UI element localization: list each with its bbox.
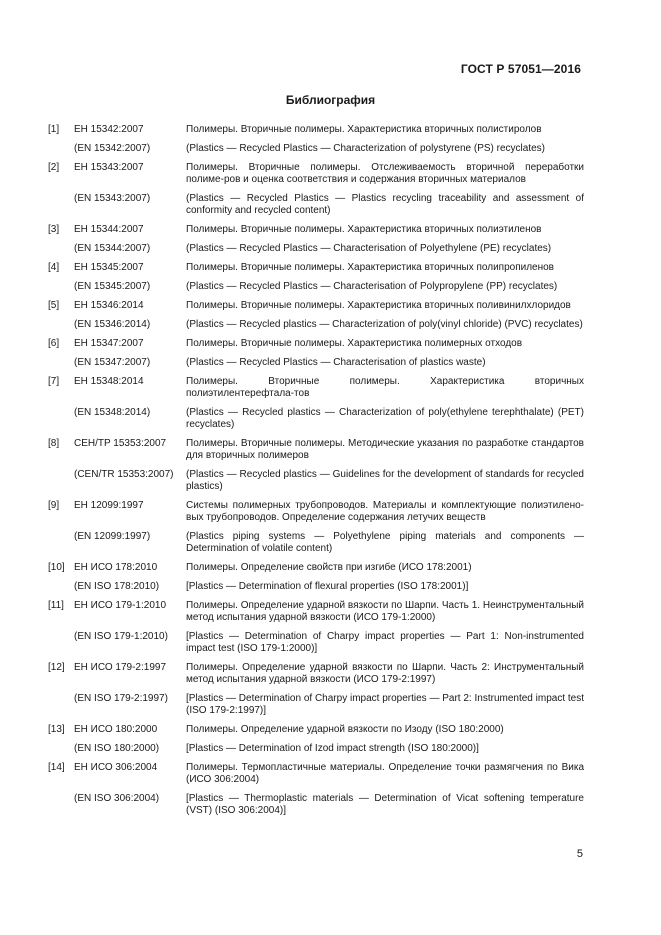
bibliography-entry bbox=[48, 243, 584, 255]
entry-standard-code: ЕН 15342:2007 bbox=[74, 124, 144, 135]
bibliography-entry bbox=[48, 662, 584, 686]
bibliography-list bbox=[48, 124, 584, 817]
bibliography-entry bbox=[48, 693, 584, 717]
entry-number: [1] bbox=[48, 124, 60, 135]
bibliography-entry bbox=[48, 762, 584, 786]
entry-standard-code: (EN 15345:2007) bbox=[74, 281, 151, 292]
bibliography-entry bbox=[48, 469, 584, 493]
bibliography-entry bbox=[48, 631, 584, 655]
entry-title: [Plastics — Thermoplastic materials — Determination of Vicat softening temperature (VST) (ISO 306:2004)] bbox=[186, 793, 584, 816]
entry-standard-code: ЕН 12099:1997 bbox=[74, 500, 144, 511]
bibliography-entry bbox=[48, 407, 584, 431]
bibliography-entry bbox=[48, 600, 584, 624]
bibliography-entry bbox=[48, 562, 584, 574]
entry-title: Полимеры. Определение ударной вязкости по Изоду (ISO 180:2000) bbox=[186, 724, 504, 735]
entry-title: (Plastics — Recycled Plastics — Characterization of polystyrene (PS) recyclates) bbox=[186, 143, 546, 154]
entry-title: Полимеры. Вторичные полимеры. Характеристика вторичных поливинилхлоридов bbox=[186, 300, 571, 311]
bibliography-entry bbox=[48, 281, 584, 293]
entry-title: (Plastics — Recycled Plastics — Plastics recycling traceability and assessment of conformity and recycled content) bbox=[186, 193, 584, 216]
standard-id-header: ГОСТ Р 57051—2016 bbox=[460, 62, 581, 76]
entry-standard-code: ЕН 15345:2007 bbox=[74, 262, 144, 273]
entry-title: Полимеры. Вторичные полимеры. Характеристика вторичных полиэтилентерефтала-тов bbox=[186, 376, 584, 399]
entry-title: [Plastics — Determination of Charpy impact properties — Part 2: Instrumented impact test (ISO 179-2:1997)] bbox=[186, 693, 584, 716]
entry-standard-code: (EN 15343:2007) bbox=[74, 193, 151, 204]
entry-standard-code: (EN ISO 178:2010) bbox=[74, 581, 160, 592]
bibliography-entry bbox=[48, 143, 584, 155]
entry-standard-code: (EN 15344:2007) bbox=[74, 243, 151, 254]
entry-title: Полимеры. Вторичные полимеры. Отслеживаемость вторичной переработки полиме-ров и оценка соответствия и содержания вторичных материалов bbox=[186, 162, 584, 185]
entry-title: [Plastics — Determination of Izod impact strength (ISO 180:2000)] bbox=[186, 743, 479, 754]
bibliography-entry bbox=[48, 376, 584, 400]
entry-number: [4] bbox=[48, 262, 60, 273]
bibliography-entry bbox=[48, 300, 584, 312]
bibliography-entry bbox=[48, 357, 584, 369]
entry-title: (Plastics — Recycled plastics — Characterization of poly(ethylene terephthalate) (PET) recyclates) bbox=[186, 407, 584, 430]
entry-standard-code: (EN 15342:2007) bbox=[74, 143, 151, 154]
bibliography-entry bbox=[48, 162, 584, 186]
entry-number: [11] bbox=[48, 600, 64, 611]
entry-title: (Plastics — Recycled Plastics — Characterisation of Polyethylene (PE) recyclates) bbox=[186, 243, 552, 254]
bibliography-entry bbox=[48, 743, 584, 755]
entry-number: [14] bbox=[48, 762, 65, 773]
entry-number: [10] bbox=[48, 562, 65, 573]
entry-standard-code: ЕН 15344:2007 bbox=[74, 224, 144, 235]
entry-title: Полимеры. Вторичные полимеры. Характеристика вторичных полиэтиленов bbox=[186, 224, 542, 235]
bibliography-entry bbox=[48, 262, 584, 274]
entry-title: Полимеры. Определение ударной вязкости по Шарпи. Часть 2: Инструментальный метод испытания ударной вязкости (ИСО 179-2:1997) bbox=[186, 662, 584, 685]
bibliography-heading: Библиография bbox=[285, 93, 376, 107]
page-number: 5 bbox=[576, 848, 583, 860]
entry-standard-code: (EN ISO 179-2:1997) bbox=[74, 693, 168, 704]
entry-title: Системы полимерных трубопроводов. Материалы и комплектующие полиэтилено-вых трубопроводов. Определение содержания летучих веществ bbox=[186, 500, 584, 523]
entry-title: Полимеры. Вторичные полимеры. Характеристика полимерных отходов bbox=[186, 338, 523, 349]
bibliography-entry bbox=[48, 193, 584, 217]
bibliography-entry bbox=[48, 224, 584, 236]
entry-title: [Plastics — Determination of flexural properties (ISO 178:2001)] bbox=[186, 581, 469, 592]
entry-standard-code: (EN 15346:2014) bbox=[74, 319, 151, 330]
bibliography-entry bbox=[48, 338, 584, 350]
entry-standard-code: ЕН 15343:2007 bbox=[74, 162, 144, 173]
entry-number: [5] bbox=[48, 300, 60, 311]
entry-title: (Plastics — Recycled Plastics — Characterisation of Polypropylene (PP) recyclates) bbox=[186, 281, 558, 292]
entry-title: Полимеры. Вторичные полимеры. Методические указания по разработке стандартов для вторичных полимеров bbox=[186, 438, 584, 461]
entry-standard-code: ЕН ИСО 306:2004 bbox=[74, 762, 158, 773]
bibliography-entry bbox=[48, 319, 584, 331]
entry-standard-code: ЕН ИСО 178:2010 bbox=[74, 562, 158, 573]
entry-title: (Plastics — Recycled plastics — Characterization of poly(vinyl chloride) (PVC) recyclates) bbox=[186, 319, 583, 330]
entry-number: [9] bbox=[48, 500, 60, 511]
entry-number: [2] bbox=[48, 162, 60, 173]
entry-title: Полимеры. Вторичные полимеры. Характеристика вторичных полистиролов bbox=[186, 124, 542, 135]
bibliography-entry bbox=[48, 793, 584, 817]
entry-title: (Plastics piping systems — Polyethylene piping materials and components — Determination of volatile content) bbox=[186, 531, 584, 554]
entry-number: [13] bbox=[48, 724, 65, 735]
entry-standard-code: ЕН ИСО 179-1:2010 bbox=[74, 600, 167, 611]
entry-title: Полимеры. Определение ударной вязкости по Шарпи. Часть 1. Неинструментальный метод испытания ударной вязкости (ИСО 179-1:2000) bbox=[186, 600, 584, 623]
entry-title: (Plastics — Recycled plastics — Guidelines for the development of standards for recycled plastics) bbox=[186, 469, 584, 492]
bibliography-entry bbox=[48, 500, 584, 524]
entry-standard-code: (EN ISO 180:2000) bbox=[74, 743, 160, 754]
entry-number: [3] bbox=[48, 224, 60, 235]
bibliography-entry bbox=[48, 124, 584, 136]
entry-standard-code: (CEN/TR 15353:2007) bbox=[74, 469, 174, 480]
entry-title: Полимеры. Определение свойств при изгибе (ИСО 178:2001) bbox=[186, 562, 472, 573]
entry-number: [8] bbox=[48, 438, 60, 449]
entry-number: [7] bbox=[48, 376, 60, 387]
entry-standard-code: (EN 15348:2014) bbox=[74, 407, 151, 418]
entry-title: Полимеры. Термопластичные материалы. Определение точки размягчения по Вика (ИСО 306:2004) bbox=[186, 762, 584, 785]
entry-standard-code: ЕН 15346:2014 bbox=[74, 300, 144, 311]
entry-number: [6] bbox=[48, 338, 60, 349]
bibliography-entry bbox=[48, 438, 584, 462]
bibliography-entry bbox=[48, 531, 584, 555]
entry-title: (Plastics — Recycled Plastics — Characterisation of plastics waste) bbox=[186, 357, 486, 368]
entry-number: [12] bbox=[48, 662, 65, 673]
entry-title: [Plastics — Determination of Charpy impact properties — Part 1: Non-instrumented impact test (ISO 179-1:2000)] bbox=[186, 631, 584, 654]
entry-standard-code: CEH/TP 15353:2007 bbox=[74, 438, 167, 449]
entry-standard-code: (EN 15347:2007) bbox=[74, 357, 151, 368]
entry-standard-code: ЕН 15348:2014 bbox=[74, 376, 144, 387]
entry-standard-code: (EN 12099:1997) bbox=[74, 531, 151, 542]
entry-standard-code: (EN ISO 179-1:2010) bbox=[74, 631, 168, 642]
entry-standard-code: ЕН ИСО 179-2:1997 bbox=[74, 662, 167, 673]
bibliography-entry bbox=[48, 724, 584, 736]
entry-title: Полимеры. Вторичные полимеры. Характеристика вторичных полипропиленов bbox=[186, 262, 554, 273]
entry-standard-code: ЕН 15347:2007 bbox=[74, 338, 144, 349]
bibliography-entry bbox=[48, 581, 584, 593]
entry-standard-code: ЕН ИСО 180:2000 bbox=[74, 724, 158, 735]
entry-standard-code: (EN ISO 306:2004) bbox=[74, 793, 160, 804]
